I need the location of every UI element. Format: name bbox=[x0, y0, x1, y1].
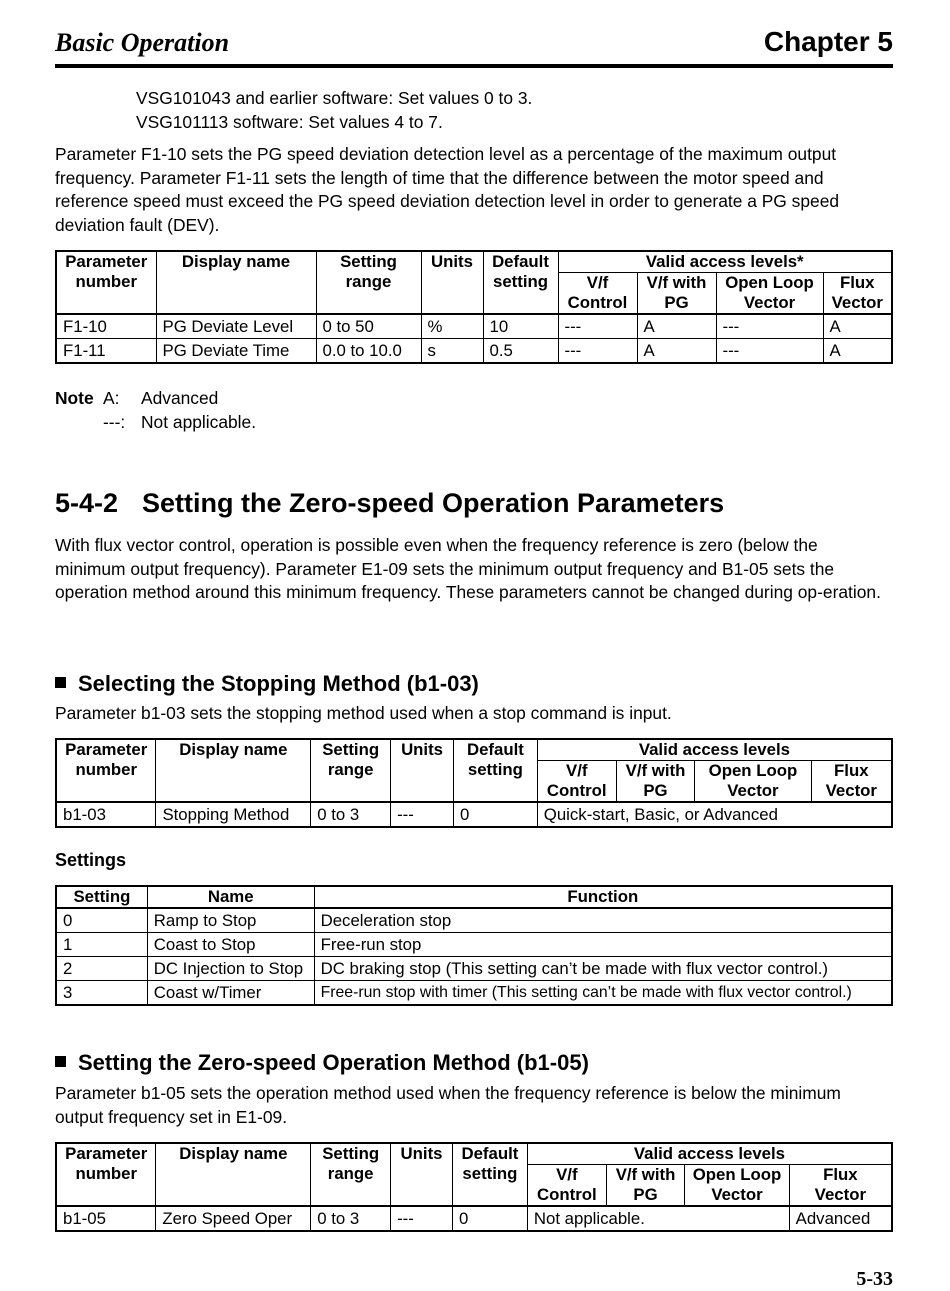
col-display-name: Display name bbox=[156, 251, 316, 314]
col-setting-range: Setting range bbox=[316, 251, 421, 314]
cell: --- bbox=[558, 314, 637, 339]
col-display-name: Display name bbox=[156, 1143, 311, 1206]
cell: Free-run stop with timer (This setting can’t be made with flux vector control.) bbox=[314, 981, 892, 1006]
cell: F1-11 bbox=[56, 339, 156, 364]
col-units: Units bbox=[421, 251, 483, 314]
cell: A bbox=[637, 339, 716, 364]
col-vf-control: V/f Control bbox=[527, 1165, 606, 1207]
table-row bbox=[56, 802, 892, 827]
cell: A bbox=[637, 314, 716, 339]
col-flux-vector: Flux Vector bbox=[823, 273, 892, 315]
cell: 0.5 bbox=[483, 339, 558, 364]
cell: Free-run stop bbox=[314, 933, 892, 957]
cell: Coast to Stop bbox=[147, 933, 314, 957]
section-number: 5-4-2 bbox=[55, 488, 119, 518]
subsection-title: Setting the Zero-speed Operation Method (b1-05) bbox=[78, 1050, 589, 1075]
note-line-2 bbox=[55, 412, 256, 433]
subsection-heading-stopping bbox=[55, 671, 479, 697]
col-open-loop-vector: Open Loop Vector bbox=[695, 761, 811, 803]
header-chapter: Chapter 5 bbox=[763, 26, 893, 57]
cell: 2 bbox=[56, 957, 147, 981]
square-bullet-icon bbox=[55, 677, 66, 688]
cell: 0 bbox=[56, 908, 147, 933]
paragraph-f1-10: Parameter F1-10 sets the PG speed deviation detection level as a percentage of the maximum output frequency. Parameter F1-11 sets the length of time that the difference between the motor speed and reference speed must exceed the PG speed deviation detection level in order to generate a PG speed deviation fault (DEV). bbox=[55, 144, 840, 235]
note-key: ---: bbox=[103, 412, 126, 432]
cell: --- bbox=[558, 339, 637, 364]
cell: % bbox=[421, 314, 483, 339]
cell: 3 bbox=[56, 981, 147, 1006]
table-b1-03 bbox=[55, 738, 893, 828]
note-key: A: bbox=[103, 388, 120, 408]
table-row bbox=[56, 981, 892, 1006]
col-parameter-number: Parameter number bbox=[56, 739, 156, 802]
cell: 1 bbox=[56, 933, 147, 957]
col-setting: Setting bbox=[56, 886, 147, 908]
subsection-title: Selecting the Stopping Method (b1-03) bbox=[78, 671, 479, 696]
table-row bbox=[56, 908, 892, 933]
table-settings bbox=[55, 885, 893, 1006]
col-vf-with-pg: V/f with PG bbox=[606, 1165, 685, 1207]
cell: 0 bbox=[453, 802, 537, 827]
cell: 0 to 3 bbox=[311, 1206, 391, 1231]
col-vf-with-pg: V/f with PG bbox=[616, 761, 695, 803]
cell: Ramp to Stop bbox=[147, 908, 314, 933]
cell: Stopping Method bbox=[156, 802, 311, 827]
subsection-heading-zero-speed bbox=[55, 1050, 589, 1076]
paragraph-b1-05: Parameter b1-05 sets the operation method used when the frequency reference is below the minimum output frequency set in E1-09. bbox=[55, 1083, 841, 1127]
section-title: Setting the Zero-speed Operation Parameters bbox=[142, 488, 725, 518]
page-header bbox=[55, 26, 893, 68]
page-number: 5-33 bbox=[856, 1268, 893, 1290]
table-row bbox=[56, 957, 892, 981]
col-setting-range: Setting range bbox=[311, 739, 391, 802]
col-vf-with-pg: V/f with PG bbox=[637, 273, 716, 315]
col-open-loop-vector: Open Loop Vector bbox=[685, 1165, 789, 1207]
cell: 0 bbox=[452, 1206, 527, 1231]
col-valid-access-levels: Valid access levels* bbox=[558, 251, 892, 273]
col-vf-control: V/f Control bbox=[558, 273, 637, 315]
cell: --- bbox=[391, 1206, 453, 1231]
cell: DC Injection to Stop bbox=[147, 957, 314, 981]
cell: Not applicable. bbox=[527, 1206, 789, 1231]
cell: 0.0 to 10.0 bbox=[316, 339, 421, 364]
note-text: Advanced bbox=[141, 388, 219, 408]
table-row bbox=[56, 339, 892, 364]
cell: A bbox=[823, 314, 892, 339]
cell: Zero Speed Oper bbox=[156, 1206, 311, 1231]
intro-line-1: VSG101043 and earlier software: Set values 0 to 3. bbox=[136, 88, 533, 108]
cell: 10 bbox=[483, 314, 558, 339]
table-pg-deviation bbox=[55, 250, 893, 364]
cell: Coast w/Timer bbox=[147, 981, 314, 1006]
cell: Quick-start, Basic, or Advanced bbox=[537, 802, 892, 827]
cell: PG Deviate Level bbox=[156, 314, 316, 339]
col-parameter-number: Parameter number bbox=[56, 1143, 156, 1206]
col-default-setting: Default setting bbox=[483, 251, 558, 314]
paragraph-zero-speed: With flux vector control, operation is possible even when the frequency reference is zero (below the minimum output frequency). Parameter E1-09 sets the minimum output frequency and B1-05 sets the operation method around this minimum frequency. These parameters cannot be changed during op-eration. bbox=[55, 535, 881, 602]
cell: PG Deviate Time bbox=[156, 339, 316, 364]
col-name: Name bbox=[147, 886, 314, 908]
cell: 0 to 3 bbox=[311, 802, 391, 827]
settings-label: Settings bbox=[55, 850, 127, 870]
cell: Deceleration stop bbox=[314, 908, 892, 933]
col-function: Function bbox=[314, 886, 892, 908]
note-label: Note bbox=[55, 388, 94, 408]
section-heading bbox=[55, 488, 724, 519]
header-title: Basic Operation bbox=[55, 28, 230, 57]
intro-line-2: VSG101113 software: Set values 4 to 7. bbox=[136, 112, 443, 132]
cell: Advanced bbox=[789, 1206, 892, 1231]
cell: s bbox=[421, 339, 483, 364]
note-line-1 bbox=[55, 388, 218, 409]
col-default-setting: Default setting bbox=[453, 739, 537, 802]
col-parameter-number: Parameter number bbox=[56, 251, 156, 314]
col-default-setting: Default setting bbox=[452, 1143, 527, 1206]
cell: --- bbox=[391, 802, 454, 827]
col-vf-control: V/f Control bbox=[537, 761, 616, 803]
paragraph-b1-03: Parameter b1-03 sets the stopping method used when a stop command is input. bbox=[55, 703, 672, 723]
col-flux-vector: Flux Vector bbox=[789, 1165, 892, 1207]
note-text: Not applicable. bbox=[141, 412, 257, 432]
cell: --- bbox=[716, 314, 823, 339]
square-bullet-icon bbox=[55, 1056, 66, 1067]
col-flux-vector: Flux Vector bbox=[811, 761, 892, 803]
table-row bbox=[56, 933, 892, 957]
table-row bbox=[56, 1206, 892, 1231]
col-valid-access-levels: Valid access levels bbox=[527, 1143, 892, 1165]
cell: 0 to 50 bbox=[316, 314, 421, 339]
table-b1-05 bbox=[55, 1142, 893, 1232]
col-units: Units bbox=[391, 1143, 453, 1206]
cell: b1-03 bbox=[56, 802, 156, 827]
col-setting-range: Setting range bbox=[311, 1143, 391, 1206]
col-valid-access-levels: Valid access levels bbox=[537, 739, 892, 761]
table-row bbox=[56, 314, 892, 339]
cell: F1-10 bbox=[56, 314, 156, 339]
col-open-loop-vector: Open Loop Vector bbox=[716, 273, 823, 315]
cell: b1-05 bbox=[56, 1206, 156, 1231]
cell: A bbox=[823, 339, 892, 364]
col-display-name: Display name bbox=[156, 739, 311, 802]
cell: DC braking stop (This setting can’t be made with flux vector control.) bbox=[314, 957, 892, 981]
cell: --- bbox=[716, 339, 823, 364]
col-units: Units bbox=[391, 739, 454, 802]
